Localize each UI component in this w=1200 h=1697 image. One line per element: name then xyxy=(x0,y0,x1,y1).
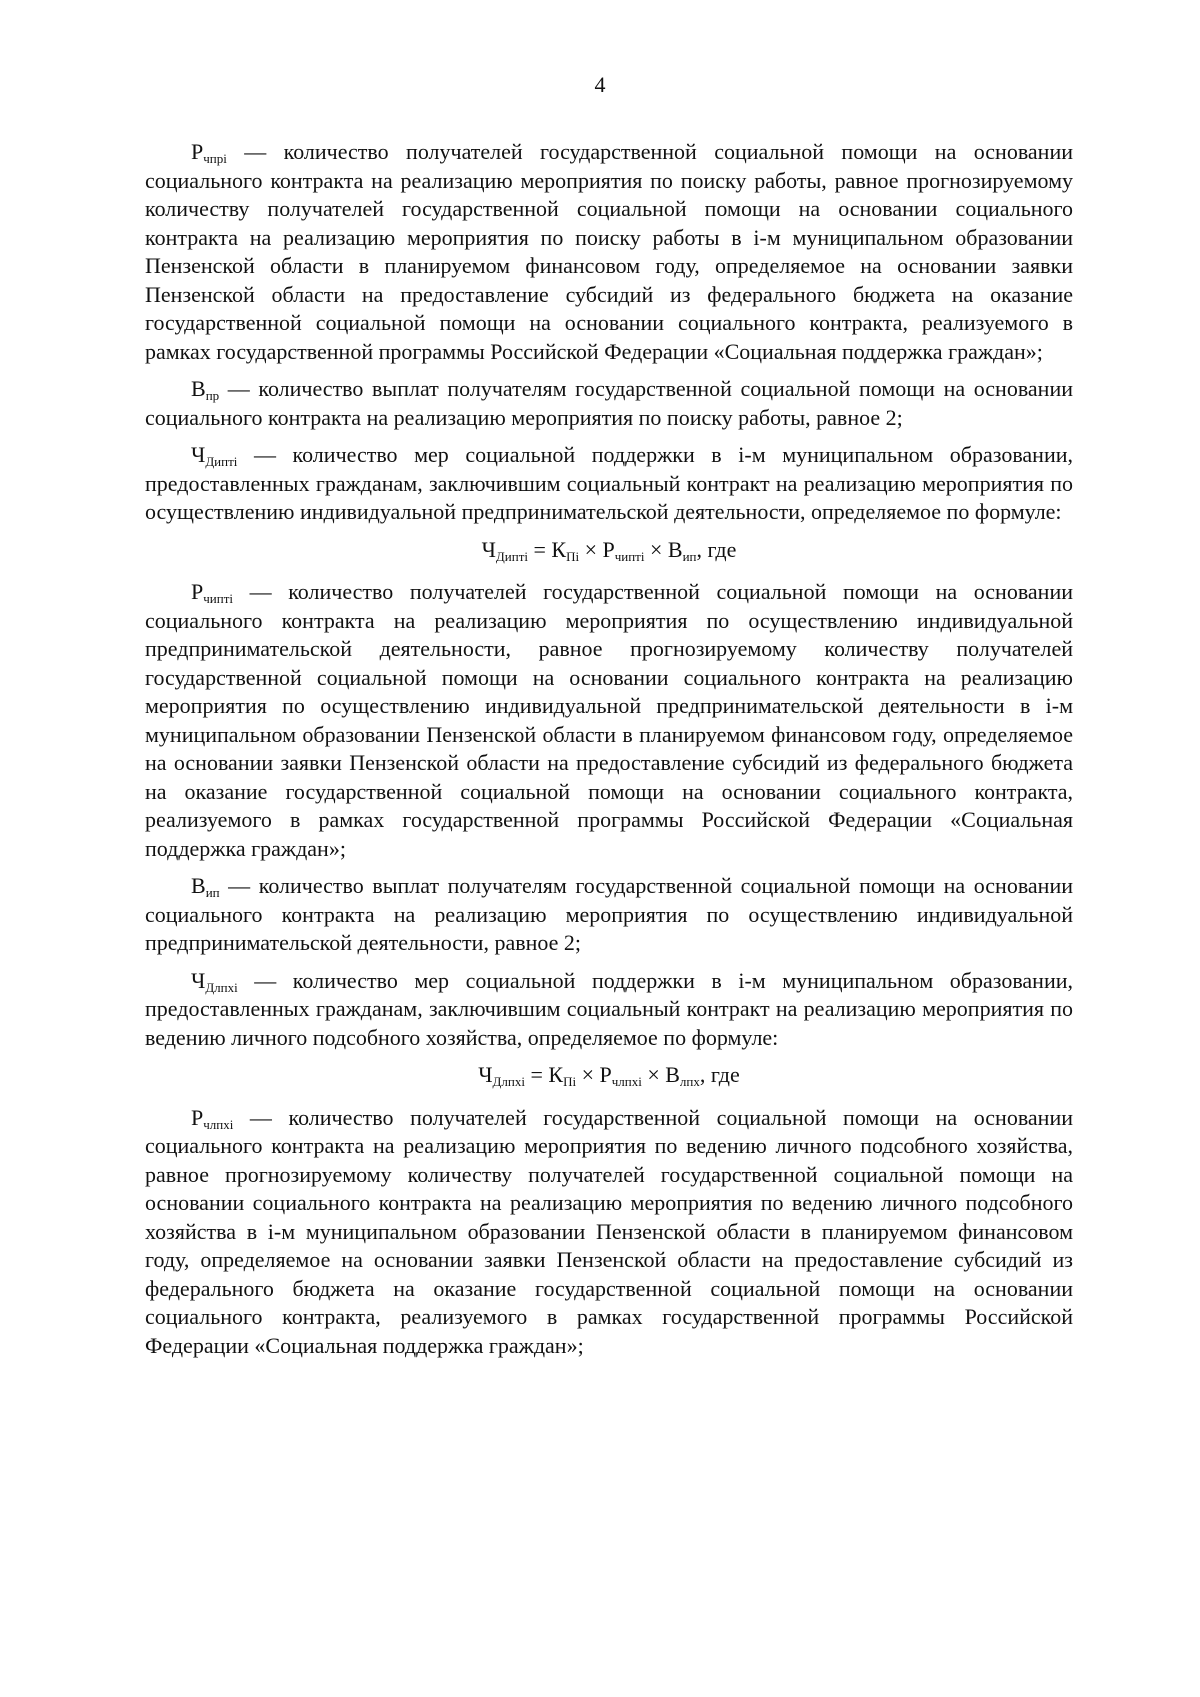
formula-text: , где xyxy=(699,1062,740,1087)
variable-symbol xyxy=(191,139,227,164)
formula-subscript: ип xyxy=(682,548,697,564)
definition-text: — количество получателей государственной социальной помощи на основании социального контракта на реализацию мероприятия по поиску работы, равное прогнозируемому количеству получателей государственной социальной помощи на основании социального контракта на реализацию мероприятия по поиску работы в i-м муниципальном образовании Пензенской области в планируемом финансовом году, определяемое на основании заявки Пензенской области на предоставление субсидий из федерального бюджета на оказание государственной социальной помощи на основании социального контракта, реализуемого в рамках государственной программы Российской Федерации «Социальная поддержка граждан»; xyxy=(145,139,1073,364)
variable-symbol xyxy=(191,376,219,401)
definition-paragraph xyxy=(145,138,1073,366)
variable-symbol xyxy=(191,579,233,604)
definition-text: — количество получателей государственной социальной помощи на основании социального контракта на реализацию мероприятия по осуществлению индивидуальной предпринимательской деятельности, равное прогнозируемому количеству получателей государственной социальной помощи на основании социального контракта на реализацию мероприятия по осуществлению индивидуальной предпринимательской деятельности в i-м муниципальном образовании Пензенской области в планируемом финансовом году, определяемое на основании заявки Пензенской области на предоставление субсидий из федерального бюджета на оказание государственной социальной помощи на основании социального контракта, реализуемого в рамках государственной программы Российской Федерации «Социальная поддержка граждан»; xyxy=(145,579,1073,861)
variable-symbol xyxy=(191,442,237,467)
definition-text: — количество выплат получателям государственной социальной помощи на основании социального контракта на реализацию мероприятия по осуществлению индивидуальной предпринимательской деятельности, равное 2; xyxy=(145,873,1073,955)
formula-subscript: Длпхi xyxy=(492,1074,525,1089)
variable-letter: Ч xyxy=(191,967,206,993)
definition-text: — количество мер социальной поддержки в i-м муниципальном образовании, предоставленных гражданам, заключившим социальный контракт на реализацию мероприятия по осуществлению индивидуальной предпринимательской деятельности, определяемое по формуле: xyxy=(145,442,1073,524)
definition-paragraph xyxy=(145,967,1073,1053)
formula-subscript: лпх xyxy=(679,1074,700,1089)
variable-letter: В xyxy=(191,873,206,898)
formula-text: × В xyxy=(641,1062,680,1087)
definition-paragraph xyxy=(145,872,1073,958)
variable-symbol xyxy=(191,968,238,993)
variable-letter: Р xyxy=(191,1104,204,1130)
variable-subscript: чиптi xyxy=(203,591,233,606)
definition-paragraph xyxy=(145,1104,1073,1361)
page-number: 4 xyxy=(594,72,606,97)
variable-symbol xyxy=(191,1105,233,1130)
definition-text: — количество мер социальной поддержки в i-м муниципальном образовании, предоставленных гражданам, заключившим социальный контракт на реализацию мероприятия по ведению личного подсобного хозяйства, определяемое по формуле: xyxy=(145,967,1073,1050)
variable-letter: Ч xyxy=(191,442,206,467)
definition-paragraph xyxy=(145,578,1073,863)
formula xyxy=(145,536,1073,565)
variable-symbol xyxy=(191,873,220,898)
definition-text: — количество получателей государственной социальной помощи на основании социального контракта на реализацию мероприятия по ведению личного подсобного хозяйства, равное прогнозируемому количеству получателей государственной социальной помощи на основании социального контракта на реализацию мероприятия по ведению личного подсобного хозяйства в i-м муниципальном образовании Пензенской области в планируемом финансовом году, определяемое на основании заявки Пензенской области на предоставление субсидий из федерального бюджета на оказание государственной социальной помощи на основании социального контракта, реализуемого в рамках государственной программы Российской Федерации «Социальная поддержка граждан»; xyxy=(145,1104,1073,1358)
definition-text: — количество выплат получателям государственной социальной помощи на основании социального контракта на реализацию мероприятия по поиску работы, равное 2; xyxy=(145,376,1073,430)
variable-letter: Р xyxy=(191,139,204,164)
formula-text: × Р xyxy=(576,1062,612,1087)
formula-text: = К xyxy=(527,536,567,562)
variable-subscript: члпхi xyxy=(203,1116,234,1132)
formula-subscript: Пi xyxy=(563,1074,577,1089)
formula-text: Ч xyxy=(481,536,496,562)
variable-subscript: Диптi xyxy=(205,454,238,469)
document-body xyxy=(145,138,1073,1369)
formula-subscript: Диптi xyxy=(495,548,528,564)
formula-text: = К xyxy=(524,1062,564,1087)
formula-subscript: Пi xyxy=(566,548,580,564)
variable-letter: В xyxy=(191,376,206,401)
formula-text: Ч xyxy=(478,1062,493,1087)
variable-subscript: пр xyxy=(205,388,220,403)
definition-paragraph xyxy=(145,441,1073,527)
formula-text: × Р xyxy=(579,536,615,562)
formula-text: , где xyxy=(696,536,737,562)
variable-letter: Р xyxy=(191,579,204,604)
formula-subscript: чиптi xyxy=(614,548,645,564)
formula xyxy=(145,1061,1073,1090)
formula-text: × В xyxy=(644,536,683,562)
formula-subscript: члпхi xyxy=(611,1074,642,1089)
variable-subscript: Длпхi xyxy=(205,979,238,995)
variable-subscript: ип xyxy=(205,885,220,900)
variable-subscript: чпрi xyxy=(203,151,227,166)
definition-paragraph xyxy=(145,375,1073,432)
